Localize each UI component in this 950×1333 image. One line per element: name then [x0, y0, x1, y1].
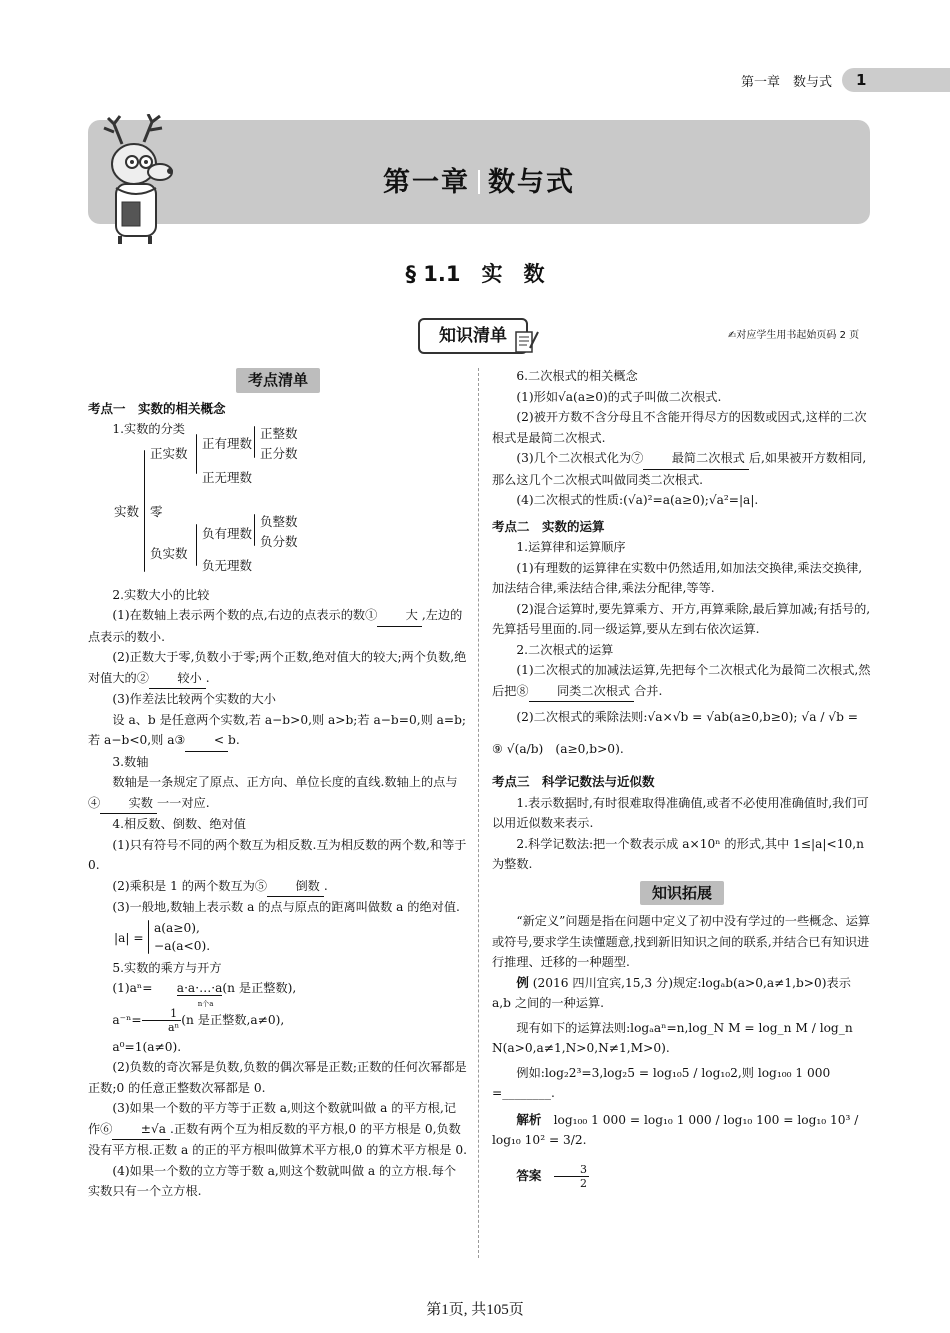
notebook-pen-icon [512, 326, 540, 354]
paragraph: (2)被开方数不含分母且不含能开得尽方的因数或因式,这样的二次根式是最简二次根式. [492, 410, 867, 445]
paragraph: 2.科学记数法:把一个数表示成 a×10ⁿ 的形式,其中 1≤|a|<10,n 为整数. [492, 836, 864, 871]
paragraph: (2)混合运算时,要先算乘方、开方,再算乘除,最后算加减;有括号的,先算括号里面的.同一级运算,要从左到右依次运算. [492, 601, 871, 636]
answer-blank: ±√a [112, 1119, 170, 1141]
tree-node: 正无理数 [202, 469, 253, 485]
paragraph: (4)二次根式的性质:(√a)²=a(a≥0);√a²=|a|. [516, 493, 759, 507]
tree-node: 负有理数 [202, 525, 253, 541]
answer-blank: 较小 [149, 668, 206, 690]
paragraph: (3)如果一个数的平方等于正数 a,则这个数就叫做 a 的平方根,记作⑥ ±√a .正数有两个互为相反数的平方根,0 的平方根是 0,负数没有平方根.正数 a 的正的平方根叫做算术平方根,0 的算术平方根是 0. [88, 1101, 467, 1157]
paragraph: (3)一般地,数轴上表示数 a 的点与原点的距离叫做数 a 的绝对值. [112, 900, 460, 914]
abs-value-formula: |a| = a(a≥0), −a(a<0). [114, 918, 468, 958]
paragraph: (1)只有符号不同的两个数互为相反数.互为相反数的两个数,和等于 0. [88, 837, 467, 872]
paragraph: (1)有理数的运算律在实数中仍然适用,如加法交换律,乘法交换律,加法结合律,乘法结合律,乘法分配律,等等. [492, 560, 863, 595]
paragraph: 1.表示数据时,有时很难取得准确值,或者不必使用准确值时,我们可以用近似数来表示. [492, 795, 869, 830]
chapter-name: 数与式 [488, 167, 575, 198]
kaodian-pill: 考点清单 [236, 368, 320, 393]
subheading: 2.实数大小的比较 [112, 587, 210, 602]
tree-node: 正实数 [150, 445, 188, 461]
extension-pill: 知识拓展 [640, 881, 724, 906]
subheading: 1.实数的分类 [112, 422, 185, 436]
tree-node: 负无理数 [202, 557, 253, 573]
tree-node: 正整数 [260, 425, 298, 441]
example: 例 (2016 四川宜宾,15,3 分)规定:logₐb(a>0,a≠1,b>0)表示 a,b 之间的一种运算. [492, 974, 851, 1010]
tree-node: 负整数 [260, 513, 298, 529]
tree-node: 零 [150, 503, 163, 519]
solution: 解析 log₁₀₀ 1 000 = log₁₀ 1 000 / log₁₀ 100 = log₁₀ 10³ / log₁₀ 10² = 3/2. [492, 1111, 859, 1147]
paragraph: (4)如果一个数的立方等于数 a,则这个数就叫做 a 的立方根.每个实数只有一个立方根. [88, 1163, 457, 1198]
paragraph: (1)在数轴上表示两个数的点,右边的点表示的数① 大 ,左边的点表示的数小. [88, 605, 468, 647]
subheading: 5.实数的乘方与开方 [112, 960, 222, 975]
formula-case: −a(a<0). [154, 938, 211, 953]
chapter-banner [88, 120, 870, 224]
subheading: 4.相反数、倒数、绝对值 [112, 817, 246, 831]
reference-note: ✍对应学生用书起始页码 2 页 [728, 330, 860, 341]
page-number-tab: 1 [842, 68, 950, 92]
answer: 答案 $\frac{3}{2}$ [516, 1162, 587, 1190]
kaodian-3-heading: 考点三 科学记数法与近似数 [492, 774, 655, 789]
chapter-title [88, 160, 870, 199]
chapter-number: 第一章 [383, 167, 470, 198]
column-divider [478, 368, 479, 1258]
paragraph: 例如:log₂2³=3,log₂5 = log₁₀5 / log₁₀2,则 log₁₀₀ 1 000 =________. [492, 1065, 831, 1100]
running-header-chapter: 第一章 数与式 [740, 74, 832, 90]
tree-node: 实数 [114, 503, 140, 519]
paragraph: (2)乘积是 1 的两个数互为⑤ 倒数 . [88, 876, 468, 898]
subheading: 2.二次根式的运算 [516, 642, 614, 657]
formula-case: a(a≥0), [154, 920, 200, 935]
paragraph: (1)二次根式的加减法运算,先把每个二次根式化为最简二次根式,然后把⑧ 同类二次根式 合并. [492, 660, 872, 702]
tree-node: 正分数 [260, 445, 298, 461]
subheading: 1.运算律和运算顺序 [516, 540, 626, 554]
underbrace-label: n个a [197, 1000, 214, 1008]
answer-blank: < [185, 730, 228, 752]
answer-blank: 倒数 [267, 876, 324, 898]
subheading: 6.二次根式的相关概念 [516, 369, 638, 383]
running-header [741, 68, 950, 92]
tree-node: 正有理数 [202, 435, 253, 451]
kaodian-1-heading: 考点一 实数的相关概念 [88, 400, 226, 416]
division-formula: √a / √b = [801, 710, 858, 724]
formula: ⑨ √(a/b) (a≥0,b>0). [492, 742, 624, 756]
section-title: § 1.1 实 数 [405, 262, 545, 286]
answer-blank: 同类二次根式 [529, 681, 635, 703]
answer-blank: 最简二次根式 [643, 448, 749, 470]
title-separator [478, 170, 480, 194]
paragraph: (1)形如√a(a≥0)的式子叫做二次根式. [516, 389, 722, 404]
paragraph: 数轴是一条规定了原点、正方向、单位长度的直线.数轴上的点与④ 实数 一一对应. [88, 772, 468, 814]
answer-blank: 实数 [100, 793, 157, 815]
page-footer: 第1页, 共105页 [426, 1302, 524, 1318]
paragraph: 现有如下的运算法则:logₐaⁿ=n,log_N M = log_n M / log_n N(a>0,a≠1,N>0,N≠1,M>0). [492, 1020, 853, 1055]
paragraph: (2)二次根式的乘除法则:√a×√b = √ab(a≥0,b≥0); √a / √b = [516, 710, 858, 724]
formula: (1)aⁿ= a·a·…·a n个a (n 是正整数), [88, 978, 468, 999]
right-column [492, 366, 872, 1193]
reference-text: 对应学生用书起始页码 2 页 [736, 330, 860, 341]
subheading: 3.数轴 [112, 754, 149, 769]
answer-blank: 大 [377, 605, 422, 627]
paragraph: 设 a、b 是任意两个实数,若 a−b>0,则 a>b;若 a−b=0,则 a=b;若 a−b<0,则 a③ < b. [88, 710, 468, 752]
formula: a⁻ⁿ= $\frac{1}{\text{aⁿ}}$ (n 是正整数,a≠0), [112, 1006, 285, 1034]
tree-node: 负分数 [260, 533, 298, 549]
paragraph: (2)负数的奇次幂是负数,负数的偶次幂是正数;正数的任何次幂都是正数;0 的任意正整数次幂都是 0. [88, 1060, 467, 1095]
paragraph: (3)作差法比较两个实数的大小 [112, 692, 276, 706]
paragraph: (3)几个二次根式化为⑦ 最简二次根式 后,如果被开方数相同,那么这几个二次根式叫做同类二次根式. [492, 448, 872, 490]
paragraph: (2)正数大于零,负数小于零;两个正数,绝对值大的较大;两个负数,绝对值大的② 较小 . [88, 647, 468, 689]
tree-node: 负实数 [150, 545, 188, 561]
left-column [88, 368, 468, 1202]
kaodian-2-heading: 考点二 实数的运算 [492, 518, 605, 534]
knowledge-list-label: 知识清单 [418, 318, 528, 354]
paragraph: “新定义”问题是指在问题中定义了初中没有学过的一些概念、运算或符号,要求学生读懂题意,找到新旧知识之间的联系,并结合已有知识进行推理、迁移的一种题型. [492, 914, 871, 969]
formula: a⁰=1(a≠0). [112, 1039, 182, 1054]
